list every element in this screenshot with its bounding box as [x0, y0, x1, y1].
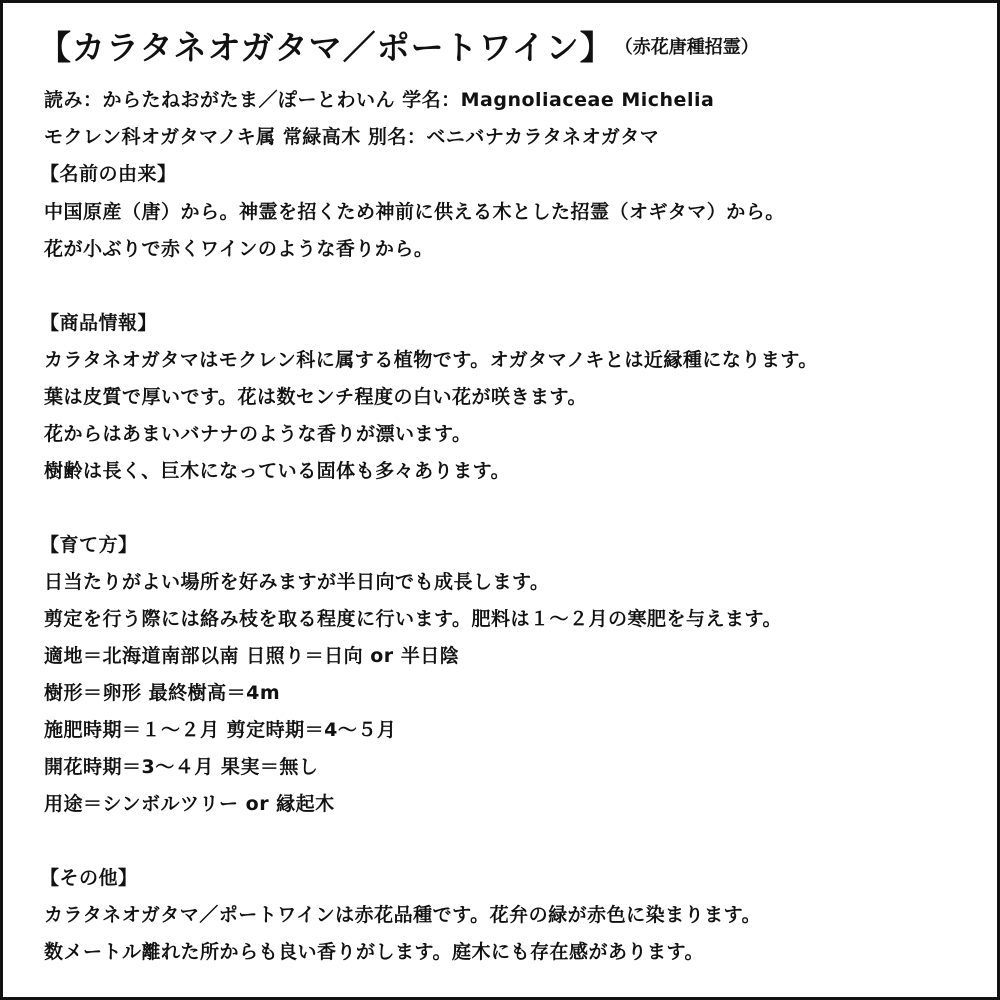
product-heading: 【商品情報】: [40, 312, 158, 334]
care-line: 樹形＝卵形 最終樹高＝4m: [44, 682, 281, 704]
other-heading: 【その他】: [40, 867, 138, 889]
care-line: 剪定を行う際には絡み枝を取る程度に行います。肥料は１～２月の寒肥を与えます。: [44, 608, 782, 630]
care-line: 適地＝北海道南部以南 日照り＝日向 or 半日陰: [44, 645, 460, 667]
product-line: カラタネオガタマはモクレン科に属する植物です。オガタマノキとは近縁種になります。: [44, 349, 818, 371]
care-line: 施肥時期＝１～２月 剪定時期＝4～５月: [44, 719, 397, 741]
origin-line: 花が小ぶりで赤くワインのような香りから。: [44, 238, 434, 260]
other-line: カラタネオガタマ／ポートワインは赤花品種です。花弁の緑が赤色に染まります。: [44, 904, 762, 926]
page-title: 【カラタネオガタマ／ポートワイン】: [38, 28, 614, 67]
origin-heading: 【名前の由来】: [40, 163, 177, 185]
care-line: 日当たりがよい場所を好みますが半日向でも成長します。: [44, 571, 550, 593]
product-line: 樹齢は長く、巨木になっている固体も多々あります。: [44, 460, 511, 482]
classification-line: モクレン科オガタマノキ属 常緑高木 別名：ベニバナカラタネオガタマ: [44, 126, 660, 148]
care-line: 開花時期＝3～４月 果実＝無し: [44, 756, 319, 778]
product-line: 葉は皮質で厚いです。花は数センチ程度の白い花が咲きます。: [44, 386, 587, 408]
page-subtitle: （赤花唐種招霊）: [623, 37, 759, 58]
title-row: [38, 22, 759, 69]
product-line: 花からはあまいバナナのような香りが漂います。: [44, 423, 472, 445]
origin-line: 中国原産（唐）から。神霊を招くため神前に供える木とした招霊（オギタマ）から。: [44, 201, 785, 223]
care-line: 用途＝シンボルツリー or 縁起木: [44, 793, 335, 815]
care-heading: 【育て方】: [40, 534, 138, 556]
reading-line: 読み：からたねおがたま／ぽーとわいん 学名：Magnoliaceae Michelia: [44, 89, 715, 111]
other-line: 数メートル離れた所からも良い香りがします。庭木にも存在感があります。: [44, 941, 704, 963]
